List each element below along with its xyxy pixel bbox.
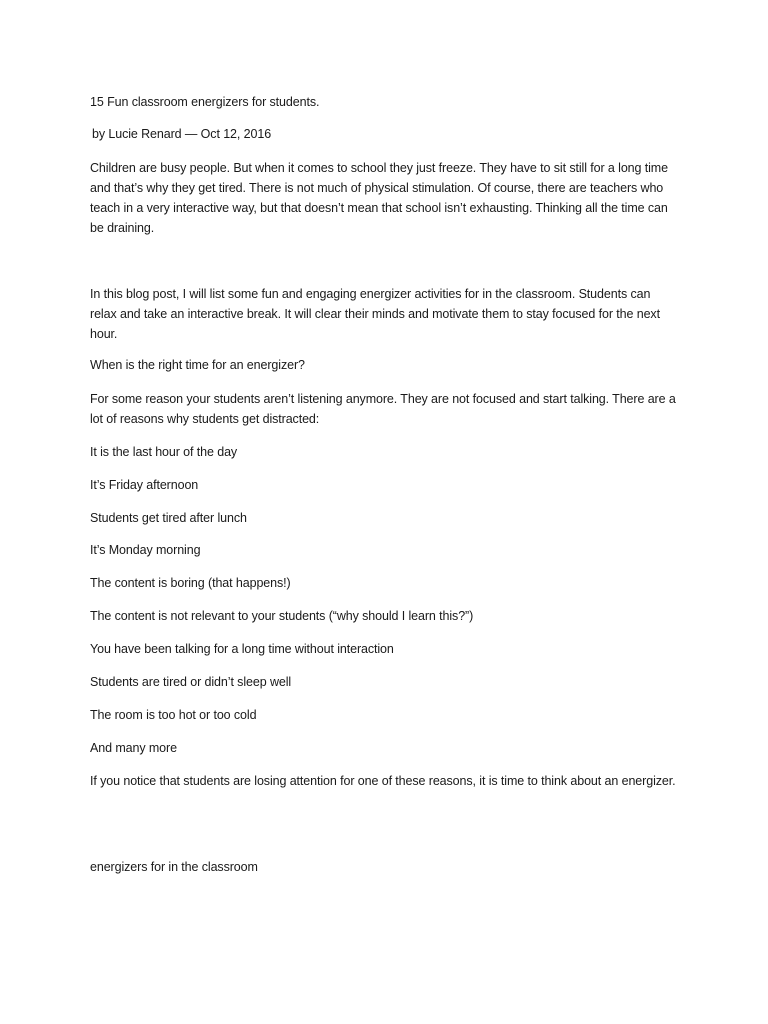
reasons-intro: For some reason your students aren’t listening anymore. They are not focused and start talking. There are a lot of reasons why students get distracted: (90, 392, 676, 426)
reason-item: The content is boring (that happens!) (90, 576, 291, 590)
reason-item: And many more (90, 741, 177, 755)
reason-item: The room is too hot or too cold (90, 708, 257, 722)
reason-item: It is the last hour of the day (90, 445, 238, 459)
reason-item: Students are tired or didn’t sleep well (90, 675, 292, 689)
question-heading: When is the right time for an energizer? (90, 358, 305, 372)
closing-paragraph: If you notice that students are losing attention for one of these reasons, it is time to think about an energizer. (90, 774, 676, 788)
byline: by Lucie Renard — Oct 12, 2016 (92, 127, 272, 141)
section-heading: energizers for in the classroom (90, 860, 258, 874)
reason-item: It’s Friday afternoon (90, 478, 199, 492)
reason-item: It’s Monday morning (90, 543, 201, 557)
reason-item: You have been talking for a long time without interaction (90, 642, 394, 656)
reason-item: Students get tired after lunch (90, 511, 247, 525)
intro-paragraph: Children are busy people. But when it comes to school they just freeze. They have to sit still for a long time and that’s why they get tired. There is not much of physical stimulation. Of course, there are teachers who teach in a very interactive way, but that doesn’t mean that school isn’t exhausting. Thinking all the time can be draining. (90, 161, 668, 235)
document-title: 15 Fun classroom energizers for students. (90, 95, 320, 109)
blog-paragraph: In this blog post, I will list some fun and engaging energizer activities for in the classroom. Students can relax and take an interactive break. It will clear their minds and motivate them to stay focused for the next hour. (90, 287, 660, 341)
reason-item: The content is not relevant to your students (“why should I learn this?”) (90, 609, 474, 623)
